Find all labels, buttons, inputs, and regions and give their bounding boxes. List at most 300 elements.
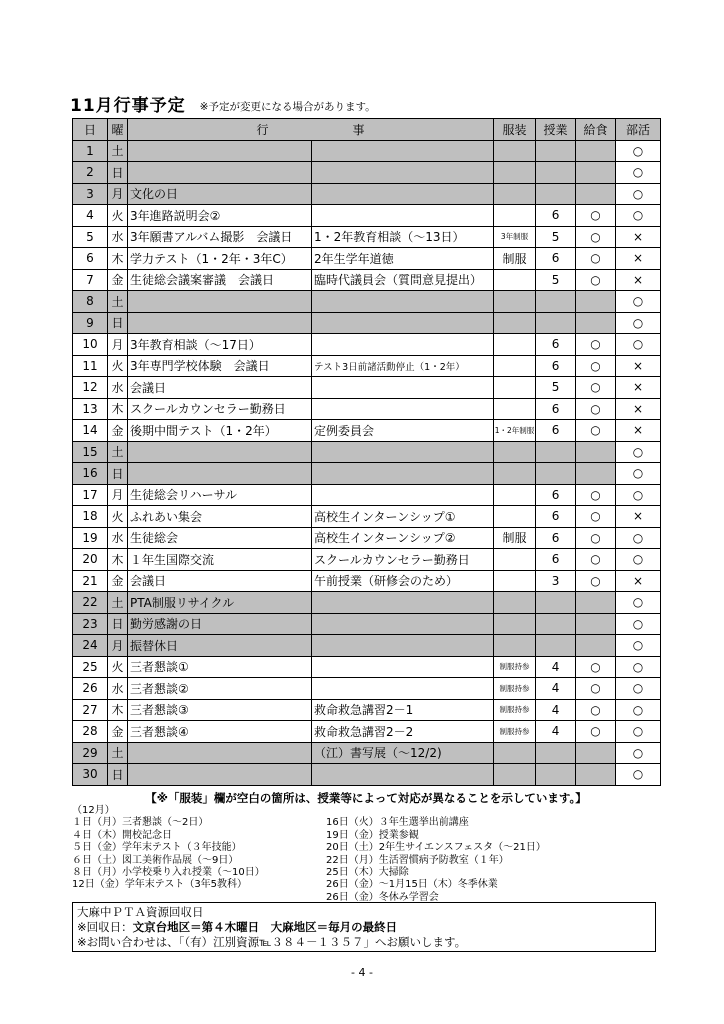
lunch-cell: ○ <box>576 398 616 420</box>
weekday-cell: 土 <box>108 742 128 764</box>
service-cell <box>494 764 536 786</box>
weekday-cell: 月 <box>108 183 128 205</box>
classes-cell: 4 <box>536 721 576 743</box>
classes-cell: 5 <box>536 377 576 399</box>
event-cell-2 <box>312 312 494 334</box>
event-cell-1 <box>128 312 312 334</box>
club-cell: × <box>616 269 661 291</box>
recycle-days-prefix: ※回収日： <box>77 920 133 934</box>
event-cell-2 <box>312 183 494 205</box>
day-cell: 1 <box>73 140 108 162</box>
table-row <box>73 506 661 528</box>
lunch-cell <box>576 312 616 334</box>
table-row <box>73 742 661 764</box>
event-cell-2: 高校生インターンシップ② <box>312 527 494 549</box>
event-cell-1: 学力テスト（1・2年・3年C） <box>128 248 312 270</box>
service-cell <box>494 291 536 313</box>
classes-cell <box>536 162 576 184</box>
service-cell <box>494 183 536 205</box>
weekday-cell: 日 <box>108 312 128 334</box>
club-cell: ○ <box>616 334 661 356</box>
club-cell: ○ <box>616 162 661 184</box>
classes-cell: 6 <box>536 527 576 549</box>
table-row <box>73 205 661 227</box>
classes-cell <box>536 613 576 635</box>
december-item: ８日（月）小学校乗り入れ授業（～10日） <box>72 867 265 879</box>
event-cell-2 <box>312 140 494 162</box>
club-cell: ○ <box>616 549 661 571</box>
weekday-cell: 火 <box>108 506 128 528</box>
club-cell: × <box>616 248 661 270</box>
lunch-cell: ○ <box>576 570 616 592</box>
december-item: ４日（木）開校記念日 <box>72 829 172 841</box>
weekday-cell: 火 <box>108 656 128 678</box>
day-cell: 11 <box>73 355 108 377</box>
classes-cell <box>536 441 576 463</box>
day-cell: 21 <box>73 570 108 592</box>
event-cell-2: 救命救急講習2－2 <box>312 721 494 743</box>
day-cell: 23 <box>73 613 108 635</box>
service-cell <box>494 635 536 657</box>
weekday-cell: 金 <box>108 420 128 442</box>
day-cell: 5 <box>73 226 108 248</box>
lunch-cell: ○ <box>576 355 616 377</box>
event-cell-2: 午前授業（研修会のため） <box>312 570 494 592</box>
day-cell: 14 <box>73 420 108 442</box>
december-item: 26日（金）冬休み学習会 <box>326 891 439 903</box>
club-cell: ○ <box>616 441 661 463</box>
event-cell-1 <box>128 764 312 786</box>
lunch-cell <box>576 291 616 313</box>
classes-cell: 6 <box>536 549 576 571</box>
event-cell-1 <box>128 742 312 764</box>
table-row <box>73 312 661 334</box>
classes-cell <box>536 592 576 614</box>
lunch-cell: ○ <box>576 205 616 227</box>
recycle-title: 大麻中ＰＴＡ資源回収日 <box>77 905 204 919</box>
day-cell: 2 <box>73 162 108 184</box>
event-cell-1: スクールカウンセラー勤務日 <box>128 398 312 420</box>
classes-cell: 6 <box>536 506 576 528</box>
event-cell-2: スクールカウンセラー勤務日 <box>312 549 494 571</box>
weekday-cell: 日 <box>108 162 128 184</box>
lunch-cell: ○ <box>576 334 616 356</box>
event-cell-2 <box>312 613 494 635</box>
classes-cell <box>536 140 576 162</box>
event-cell-1 <box>128 441 312 463</box>
header-week: 曜 <box>108 119 128 141</box>
dress-legend: 【※「服装」欄が空白の箇所は、授業等によって対応が異なることを示しています。】 <box>145 791 587 805</box>
event-cell-1: PTA制服リサイクル <box>128 592 312 614</box>
event-cell-2 <box>312 764 494 786</box>
december-right-column <box>326 805 546 904</box>
recycle-days-detail: 文京台地区＝第４木曜日 大麻地区＝毎月の最終日 <box>132 920 398 934</box>
club-cell: ○ <box>616 592 661 614</box>
december-item: ５日（金）学年末テスト（３年技能） <box>72 842 242 854</box>
lunch-cell: ○ <box>576 269 616 291</box>
club-cell: × <box>616 377 661 399</box>
event-cell-2 <box>312 463 494 485</box>
club-cell: ○ <box>616 140 661 162</box>
december-item: 12日（金）学年末テスト（3年5教科） <box>72 879 248 891</box>
club-cell: ○ <box>616 764 661 786</box>
day-cell: 17 <box>73 484 108 506</box>
table-row <box>73 162 661 184</box>
lunch-cell: ○ <box>576 678 616 700</box>
service-cell: 1・2年制服 <box>494 420 536 442</box>
event-cell-2 <box>312 334 494 356</box>
service-cell <box>494 613 536 635</box>
event-cell-2: 高校生インターンシップ① <box>312 506 494 528</box>
classes-cell: 6 <box>536 398 576 420</box>
table-row <box>73 764 661 786</box>
service-cell <box>494 549 536 571</box>
day-cell: 4 <box>73 205 108 227</box>
weekday-cell: 水 <box>108 226 128 248</box>
classes-cell <box>536 742 576 764</box>
december-item: 20日（土）2年生サイエンスフェスタ（～21日） <box>326 842 546 854</box>
classes-cell <box>536 183 576 205</box>
day-cell: 16 <box>73 463 108 485</box>
page-number: - 4 - <box>351 966 373 979</box>
weekday-cell: 日 <box>108 764 128 786</box>
service-cell <box>494 463 536 485</box>
table-row <box>73 398 661 420</box>
club-cell: × <box>616 506 661 528</box>
title-area <box>70 94 376 116</box>
table-row <box>73 635 661 657</box>
header-service: 服装 <box>494 119 536 141</box>
day-cell: 7 <box>73 269 108 291</box>
club-cell: × <box>616 570 661 592</box>
club-cell: ○ <box>616 721 661 743</box>
weekday-cell: 月 <box>108 635 128 657</box>
day-cell: 15 <box>73 441 108 463</box>
event-cell-2: 救命救急講習2－1 <box>312 699 494 721</box>
table-row <box>73 269 661 291</box>
table-row <box>73 140 661 162</box>
weekday-cell: 木 <box>108 549 128 571</box>
table-row <box>73 441 661 463</box>
weekday-cell: 金 <box>108 570 128 592</box>
event-cell-1: 振替休日 <box>128 635 312 657</box>
club-cell: ○ <box>616 484 661 506</box>
event-cell-2 <box>312 398 494 420</box>
header-club: 部活 <box>616 119 661 141</box>
recycle-info-box <box>72 902 656 952</box>
table-row <box>73 226 661 248</box>
lunch-cell: ○ <box>576 248 616 270</box>
service-cell <box>494 398 536 420</box>
december-item: ６日（土）図工美術作品展（～9日） <box>72 854 239 866</box>
classes-cell: 6 <box>536 484 576 506</box>
event-cell-2 <box>312 205 494 227</box>
december-item: １日（月）三者懇談（～2日） <box>72 817 209 829</box>
classes-cell <box>536 312 576 334</box>
club-cell: ○ <box>616 527 661 549</box>
table-row <box>73 248 661 270</box>
weekday-cell: 木 <box>108 398 128 420</box>
schedule-table <box>72 118 661 786</box>
december-item: 25日（木）大掃除 <box>326 867 409 879</box>
club-cell: ○ <box>616 742 661 764</box>
event-cell-1: 文化の日 <box>128 183 312 205</box>
event-cell-2 <box>312 656 494 678</box>
weekday-cell: 水 <box>108 377 128 399</box>
event-cell-1: 3年教育相談（～17日） <box>128 334 312 356</box>
classes-cell <box>536 463 576 485</box>
service-cell <box>494 355 536 377</box>
service-cell <box>494 506 536 528</box>
table-row <box>73 463 661 485</box>
table-row <box>73 355 661 377</box>
event-cell-2 <box>312 291 494 313</box>
event-cell-2 <box>312 678 494 700</box>
event-cell-2: 2年生学年道徳 <box>312 248 494 270</box>
day-cell: 6 <box>73 248 108 270</box>
header-lunch: 給食 <box>576 119 616 141</box>
table-row <box>73 678 661 700</box>
service-cell <box>494 570 536 592</box>
day-cell: 8 <box>73 291 108 313</box>
weekday-cell: 土 <box>108 441 128 463</box>
club-cell: ○ <box>616 291 661 313</box>
event-cell-1: 会議日 <box>128 377 312 399</box>
december-item: 16日（火）３年生選挙出前講座 <box>326 817 469 829</box>
lunch-cell: ○ <box>576 721 616 743</box>
classes-cell: 4 <box>536 699 576 721</box>
service-cell: 3年制服 <box>494 226 536 248</box>
lunch-cell: ○ <box>576 699 616 721</box>
header-row <box>73 119 661 141</box>
lunch-cell: ○ <box>576 527 616 549</box>
lunch-cell: ○ <box>576 506 616 528</box>
weekday-cell: 月 <box>108 334 128 356</box>
table-row <box>73 613 661 635</box>
lunch-cell: ○ <box>576 420 616 442</box>
event-cell-1: 三者懇談② <box>128 678 312 700</box>
weekday-cell: 月 <box>108 484 128 506</box>
club-cell: ○ <box>616 635 661 657</box>
event-cell-1: ふれあい集会 <box>128 506 312 528</box>
lunch-cell <box>576 742 616 764</box>
service-cell: 制服持参 <box>494 721 536 743</box>
december-item: 26日（金）～1月15日（木）冬季休業 <box>326 879 498 891</box>
club-cell: ○ <box>616 678 661 700</box>
weekday-cell: 木 <box>108 248 128 270</box>
table-row <box>73 699 661 721</box>
event-cell-1 <box>128 140 312 162</box>
classes-cell: 4 <box>536 678 576 700</box>
event-cell-1: 3年願書アルバム撮影 会議日 <box>128 226 312 248</box>
weekday-cell: 土 <box>108 592 128 614</box>
schedule-body <box>73 119 661 786</box>
weekday-cell: 火 <box>108 205 128 227</box>
lunch-cell: ○ <box>576 656 616 678</box>
event-cell-1: 3年進路説明会② <box>128 205 312 227</box>
event-cell-2: テスト3日前諸活動停止（1・2年） <box>312 355 494 377</box>
event-cell-1: 勤労感謝の日 <box>128 613 312 635</box>
event-cell-2: 1・2年教育相談（～13日） <box>312 226 494 248</box>
weekday-cell: 土 <box>108 291 128 313</box>
event-cell-2: 定例委員会 <box>312 420 494 442</box>
lunch-cell <box>576 441 616 463</box>
december-item: 22日（月）生活習慣病予防教室（１年） <box>326 854 509 866</box>
classes-cell: 5 <box>536 269 576 291</box>
day-cell: 28 <box>73 721 108 743</box>
club-cell: × <box>616 420 661 442</box>
service-cell <box>494 334 536 356</box>
table-row <box>73 656 661 678</box>
club-cell: × <box>616 398 661 420</box>
service-cell <box>494 140 536 162</box>
club-cell: × <box>616 355 661 377</box>
weekday-cell: 土 <box>108 140 128 162</box>
event-cell-2 <box>312 635 494 657</box>
table-row <box>73 570 661 592</box>
december-heading: （12月） <box>72 805 115 816</box>
event-cell-2 <box>312 377 494 399</box>
day-cell: 12 <box>73 377 108 399</box>
classes-cell: 5 <box>536 226 576 248</box>
lunch-cell: ○ <box>576 549 616 571</box>
table-row <box>73 420 661 442</box>
event-cell-1: 生徒総会リハーサル <box>128 484 312 506</box>
event-cell-2 <box>312 441 494 463</box>
service-cell <box>494 162 536 184</box>
table-row <box>73 183 661 205</box>
day-cell: 22 <box>73 592 108 614</box>
day-cell: 20 <box>73 549 108 571</box>
classes-cell <box>536 291 576 313</box>
classes-cell: 6 <box>536 420 576 442</box>
service-cell <box>494 592 536 614</box>
lunch-cell <box>576 592 616 614</box>
service-cell: 制服 <box>494 527 536 549</box>
lunch-cell <box>576 764 616 786</box>
lunch-cell: ○ <box>576 377 616 399</box>
lunch-cell <box>576 183 616 205</box>
club-cell: ○ <box>616 613 661 635</box>
table-row <box>73 484 661 506</box>
december-left-column <box>72 805 265 892</box>
service-cell <box>494 441 536 463</box>
table-row <box>73 549 661 571</box>
service-cell <box>494 377 536 399</box>
december-item: 19日（金）授業参観 <box>326 829 419 841</box>
event-cell-1 <box>128 291 312 313</box>
service-cell <box>494 484 536 506</box>
day-cell: 26 <box>73 678 108 700</box>
december-heading-spacer <box>326 805 546 817</box>
event-cell-1: 会議日 <box>128 570 312 592</box>
service-cell: 制服 <box>494 248 536 270</box>
day-cell: 30 <box>73 764 108 786</box>
club-cell: ○ <box>616 205 661 227</box>
weekday-cell: 日 <box>108 463 128 485</box>
weekday-cell: 日 <box>108 613 128 635</box>
club-cell: ○ <box>616 656 661 678</box>
classes-cell: 3 <box>536 570 576 592</box>
event-cell-1 <box>128 162 312 184</box>
recycle-contact: ※お問い合わせは、「（有）江別資源℡３８４－１３５７」へお願いします。 <box>77 935 467 949</box>
day-cell: 27 <box>73 699 108 721</box>
service-cell <box>494 205 536 227</box>
table-row <box>73 592 661 614</box>
lunch-cell <box>576 463 616 485</box>
event-cell-2 <box>312 162 494 184</box>
classes-cell: 6 <box>536 205 576 227</box>
day-cell: 19 <box>73 527 108 549</box>
classes-cell: 6 <box>536 248 576 270</box>
service-cell: 制服持参 <box>494 678 536 700</box>
event-cell-1: 後期中間テスト（1・2年） <box>128 420 312 442</box>
club-cell: ○ <box>616 463 661 485</box>
service-cell: 制服持参 <box>494 656 536 678</box>
club-cell: × <box>616 226 661 248</box>
event-cell-1: 生徒総会 <box>128 527 312 549</box>
event-cell-1: 三者懇談④ <box>128 721 312 743</box>
page-title: 11月行事予定 <box>70 96 186 116</box>
lunch-cell: ○ <box>576 484 616 506</box>
lunch-cell <box>576 140 616 162</box>
weekday-cell: 金 <box>108 269 128 291</box>
classes-cell <box>536 764 576 786</box>
club-cell: ○ <box>616 312 661 334</box>
event-cell-2: 臨時代議員会（質問意見提出） <box>312 269 494 291</box>
header-day: 日 <box>73 119 108 141</box>
classes-cell: 6 <box>536 355 576 377</box>
table-row <box>73 721 661 743</box>
weekday-cell: 火 <box>108 355 128 377</box>
event-cell-1 <box>128 463 312 485</box>
service-cell <box>494 269 536 291</box>
recycle-days <box>77 920 651 935</box>
weekday-cell: 金 <box>108 721 128 743</box>
weekday-cell: 水 <box>108 527 128 549</box>
weekday-cell: 木 <box>108 699 128 721</box>
event-cell-2 <box>312 484 494 506</box>
lunch-cell <box>576 162 616 184</box>
service-cell: 制服持参 <box>494 699 536 721</box>
table-row <box>73 527 661 549</box>
club-cell: ○ <box>616 183 661 205</box>
day-cell: 10 <box>73 334 108 356</box>
event-cell-1: 三者懇談③ <box>128 699 312 721</box>
day-cell: 3 <box>73 183 108 205</box>
change-note: ※予定が変更になる場合があります。 <box>199 101 376 113</box>
event-cell-1: 生徒総会議案審議 会議日 <box>128 269 312 291</box>
day-cell: 13 <box>73 398 108 420</box>
table-row <box>73 291 661 313</box>
event-cell-2 <box>312 592 494 614</box>
classes-cell <box>536 635 576 657</box>
lunch-cell: ○ <box>576 226 616 248</box>
club-cell: ○ <box>616 699 661 721</box>
table-row <box>73 377 661 399</box>
lunch-cell <box>576 613 616 635</box>
event-cell-1: 3年専門学校体験 会議日 <box>128 355 312 377</box>
day-cell: 9 <box>73 312 108 334</box>
event-cell-1: １年生国際交流 <box>128 549 312 571</box>
event-cell-1: 三者懇談① <box>128 656 312 678</box>
table-row <box>73 334 661 356</box>
classes-cell: 4 <box>536 656 576 678</box>
weekday-cell: 水 <box>108 678 128 700</box>
classes-cell: 6 <box>536 334 576 356</box>
day-cell: 18 <box>73 506 108 528</box>
service-cell <box>494 312 536 334</box>
